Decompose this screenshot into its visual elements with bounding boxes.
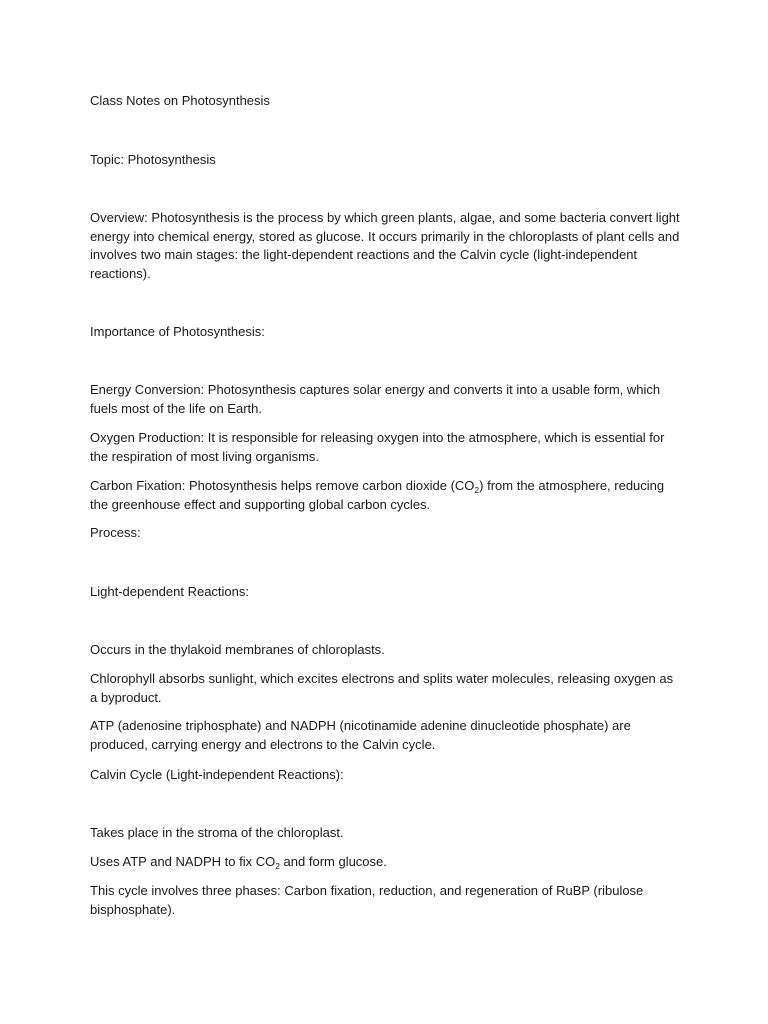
document-title: Class Notes on Photosynthesis	[90, 93, 270, 108]
co2-subscript: 2	[275, 861, 280, 871]
process-heading: Process:	[90, 525, 141, 540]
calvin-cycle-item-1: Takes place in the stroma of the chloroplast.	[90, 825, 344, 840]
calvin-cycle-item-3: This cycle involves three phases: Carbon fixation, reduction, and regeneration of RuBP (ribulose bisphosphate).	[90, 883, 644, 917]
calvin-cycle-item-2-after: and form glucose.	[279, 854, 387, 869]
overview-paragraph: Overview: Photosynthesis is the process by which green plants, algae, and some bacteria convert light energy into chemical energy, stored as glucose. It occurs primarily in the chloroplasts of plant cells and involves two main stages: the light-dependent reactions and the Calvin cycle (light-independent reactions).	[90, 210, 680, 281]
light-dependent-item-3: ATP (adenosine triphosphate) and NADPH (nicotinamide adenine dinucleotide phosphate) are produced, carrying energy and electrons to the Calvin cycle.	[90, 718, 631, 752]
energy-conversion-paragraph: Energy Conversion: Photosynthesis captures solar energy and converts it into a usable form, which fuels most of the life on Earth.	[90, 382, 661, 416]
topic-line: Topic: Photosynthesis	[90, 152, 216, 167]
carbon-fixation-paragraph	[90, 477, 682, 514]
co2-subscript: 2	[474, 485, 480, 495]
light-dependent-item-2: Chlorophyll absorbs sunlight, which excites electrons and splits water molecules, releasing oxygen as a byproduct.	[90, 671, 674, 705]
carbon-fixation-text-after: ) from the atmosphere, reducing the greenhouse effect and supporting global carbon cycles.	[90, 478, 665, 512]
light-dependent-item-1: Occurs in the thylakoid membranes of chloroplasts.	[90, 642, 385, 657]
carbon-fixation-text-before: Carbon Fixation: Photosynthesis helps remove carbon dioxide (CO	[90, 478, 475, 493]
light-dependent-heading: Light-dependent Reactions:	[90, 584, 250, 599]
calvin-cycle-item-2	[90, 853, 682, 872]
importance-heading: Importance of Photosynthesis:	[90, 324, 265, 339]
calvin-cycle-heading: Calvin Cycle (Light-independent Reactions):	[90, 767, 344, 782]
calvin-cycle-item-2-before: Uses ATP and NADPH to fix CO	[90, 854, 276, 869]
oxygen-production-paragraph: Oxygen Production: It is responsible for releasing oxygen into the atmosphere, which is essential for the respiration of most living organisms.	[90, 430, 665, 464]
